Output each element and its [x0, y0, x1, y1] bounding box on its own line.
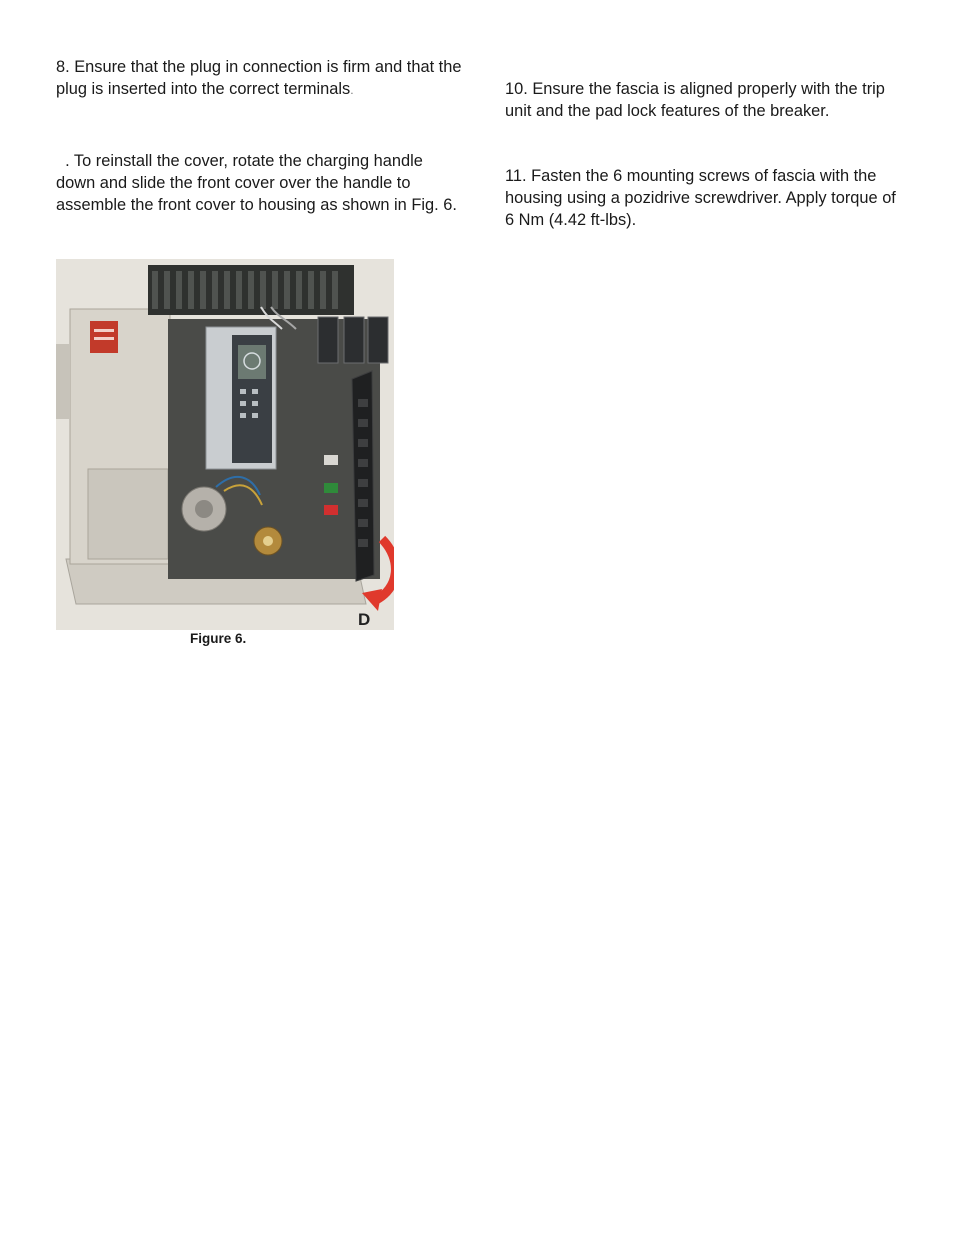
arrow-label: D: [358, 610, 371, 629]
circuit-breaker-illustration: [56, 259, 394, 630]
step-8-text: [56, 56, 466, 101]
figure-6-image: [56, 259, 394, 630]
step-11-text: 11. Fasten the 6 mounting screws of fascia with the housing using a pozidrive screwdriver. Apply torque of 6 Nm (4.42 ft-lbs).: [505, 167, 896, 229]
step-10-text: 10. Ensure the fascia is aligned properly with the trip unit and the pad lock features of the breaker.: [505, 80, 885, 120]
step-8-period: .: [350, 83, 354, 97]
step-8-body: 8. Ensure that the plug in connection is firm and that the plug is inserted into the correct terminals: [56, 58, 462, 98]
figure-caption: Figure 6.: [190, 631, 247, 646]
step-9-text: . To reinstall the cover, rotate the charging handle down and slide the front cover over the handle to assemble the front cover to housing as shown in Fig. 6.: [56, 152, 457, 214]
